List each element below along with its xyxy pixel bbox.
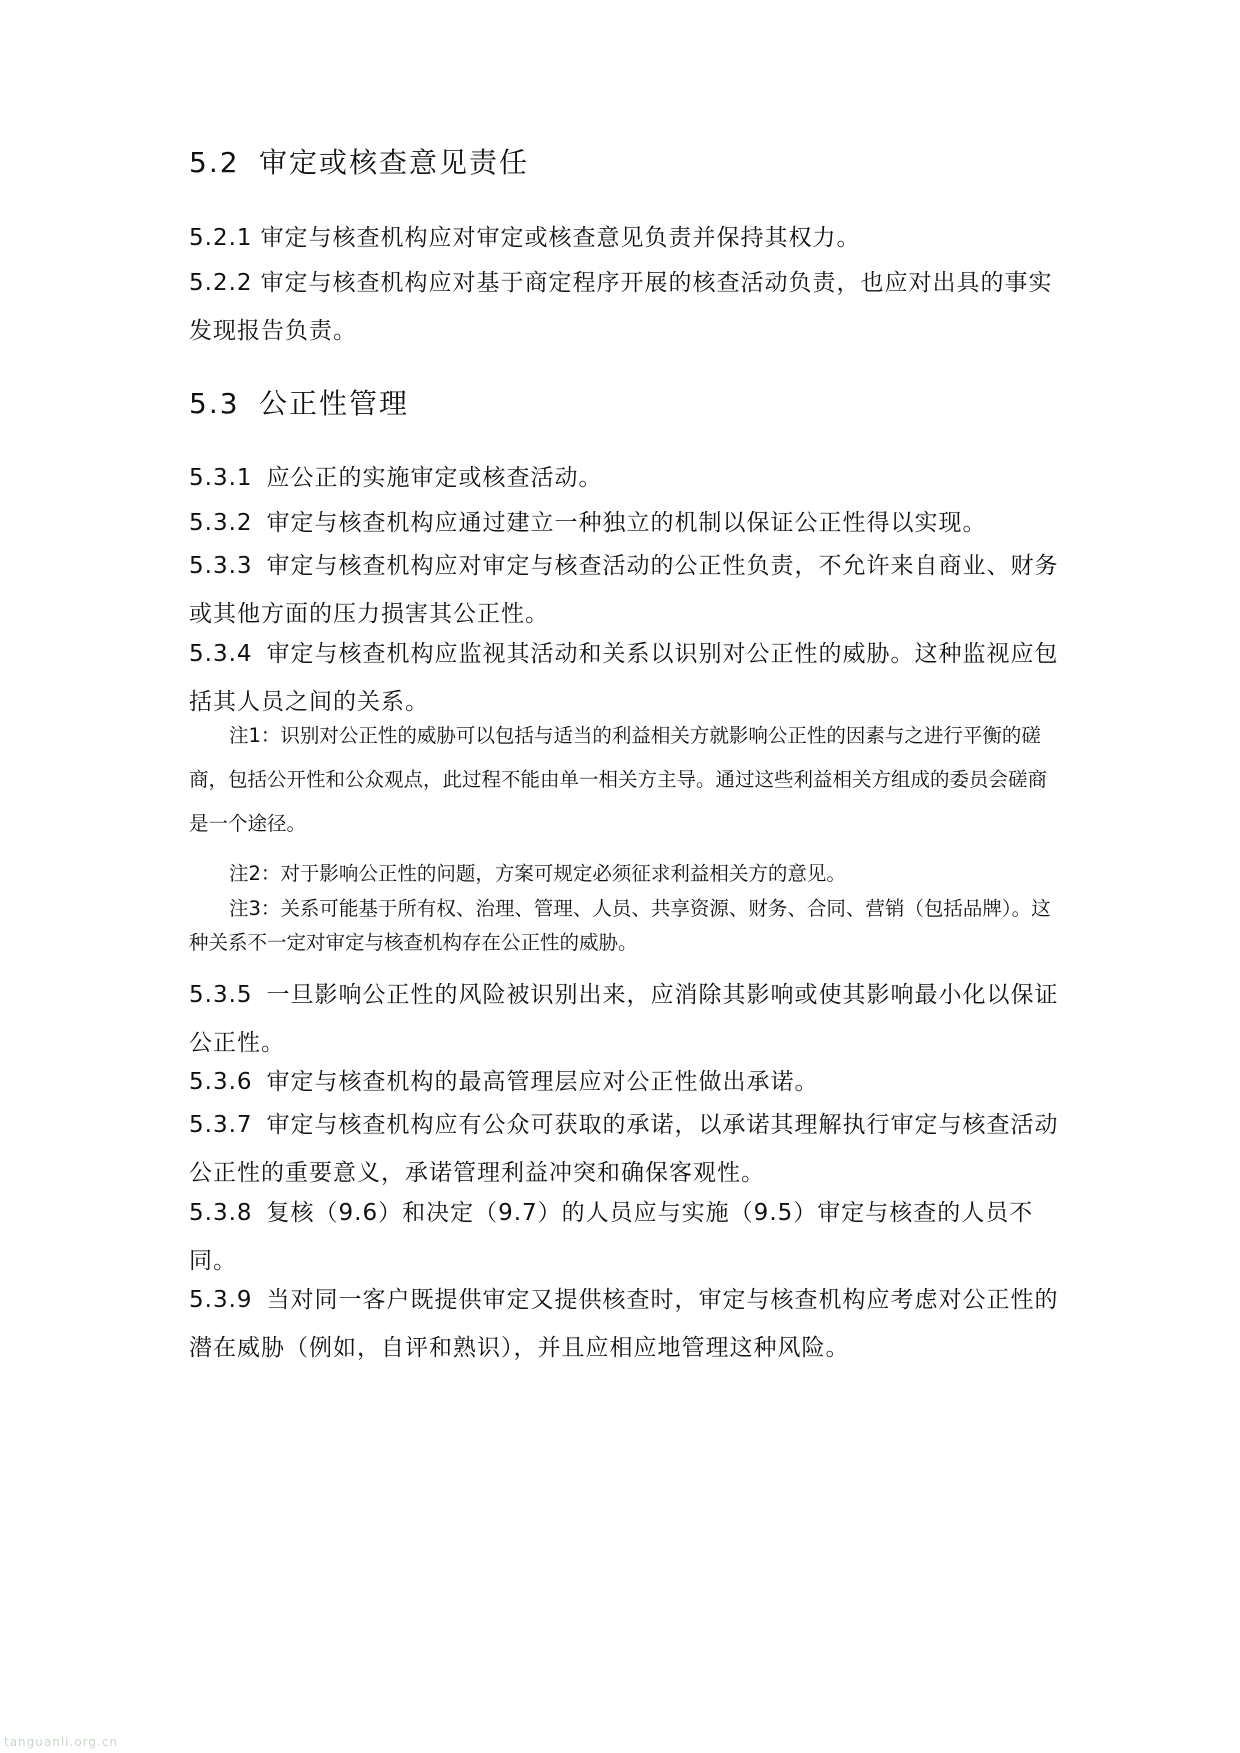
note-label: 注2： xyxy=(229,862,281,885)
section-heading-5-3 xyxy=(189,384,409,424)
clause-number: 5.3.7 xyxy=(189,1112,253,1138)
clause-5-3-2 xyxy=(189,499,1059,547)
clause-number: 5.3.9 xyxy=(189,1287,253,1313)
clause-5-2-2 xyxy=(189,259,1059,355)
clause-number: 5.2.2 xyxy=(189,270,253,296)
note-text: 关系可能基于所有权、治理、管理、人员、共享资源、财务、合同、营销（包括品牌）。这种关系不一定对审定与核查机构存在公正性的威胁。 xyxy=(189,897,1051,954)
clause-5-3-1 xyxy=(189,454,1059,502)
watermark: tanguanli.org.cn xyxy=(4,1735,119,1749)
note-label: 注1： xyxy=(229,724,281,747)
clause-5-3-4 xyxy=(189,630,1059,726)
clause-5-3-5 xyxy=(189,971,1059,1067)
clause-text: 一旦影响公正性的风险被识别出来，应消除其影响或使其影响最小化以保证公正性。 xyxy=(189,982,1059,1056)
note-2 xyxy=(189,857,1059,891)
note-text: 对于影响公正性的问题，方案可规定必须征求利益相关方的意见。 xyxy=(280,862,846,885)
clause-number: 5.3.3 xyxy=(189,553,253,579)
clause-5-3-8 xyxy=(189,1189,1059,1285)
clause-text: 审定与核查机构应对审定与核查活动的公正性负责，不允许来自商业、财务或其他方面的压力损害其公正性。 xyxy=(189,553,1059,627)
clause-5-2-1 xyxy=(189,214,1059,262)
clause-number: 5.2.1 xyxy=(189,225,253,251)
section-title: 公正性管理 xyxy=(259,387,410,420)
clause-5-3-7 xyxy=(189,1101,1059,1197)
clause-text: 审定与核查机构应监视其活动和关系以识别对公正性的威胁。这种监视应包括其人员之间的关系。 xyxy=(189,641,1059,715)
clause-5-3-3 xyxy=(189,542,1059,638)
section-title: 审定或核查意见责任 xyxy=(259,146,530,179)
clause-text: 复核（9.6）和决定（9.7）的人员应与实施（9.5）审定与核查的人员不同。 xyxy=(189,1200,1034,1274)
clause-number: 5.3.5 xyxy=(189,982,253,1008)
section-heading-5-2 xyxy=(189,143,529,183)
clause-5-3-6 xyxy=(189,1058,1059,1106)
clause-text: 应公正的实施审定或核查活动。 xyxy=(266,465,603,491)
section-number: 5.3 xyxy=(189,387,240,420)
section-number: 5.2 xyxy=(189,146,240,179)
clause-text: 当对同一客户既提供审定又提供核查时，审定与核查机构应考虑对公正性的潜在威胁（例如，自评和熟识），并且应相应地管理这种风险。 xyxy=(189,1287,1059,1361)
clause-text: 审定与核查机构应有公众可获取的承诺，以承诺其理解执行审定与核查活动公正性的重要意义，承诺管理利益冲突和确保客观性。 xyxy=(189,1112,1059,1186)
note-text: 识别对公正性的威胁可以包括与适当的利益相关方就影响公正性的因素与之进行平衡的磋商，包括公开性和公众观点，此过程不能由单一相关方主导。通过这些利益相关方组成的委员会磋商是一个途径。 xyxy=(189,724,1048,835)
clause-number: 5.3.1 xyxy=(189,465,253,491)
clause-text: 审定与核查机构应对审定或核查意见负责并保持其权力。 xyxy=(260,225,861,251)
clause-number: 5.3.2 xyxy=(189,510,253,536)
note-3 xyxy=(189,892,1059,960)
clause-number: 5.3.4 xyxy=(189,641,253,667)
note-label: 注3： xyxy=(229,897,281,920)
clause-number: 5.3.6 xyxy=(189,1069,253,1095)
clause-5-3-9 xyxy=(189,1276,1059,1372)
clause-text: 审定与核查机构应通过建立一种独立的机制以保证公正性得以实现。 xyxy=(266,510,987,536)
clause-text: 审定与核查机构应对基于商定程序开展的核查活动负责，也应对出具的事实发现报告负责。 xyxy=(189,270,1053,344)
clause-number: 5.3.8 xyxy=(189,1200,253,1226)
clause-text: 审定与核查机构的最高管理层应对公正性做出承诺。 xyxy=(266,1069,819,1095)
note-1 xyxy=(189,714,1059,846)
